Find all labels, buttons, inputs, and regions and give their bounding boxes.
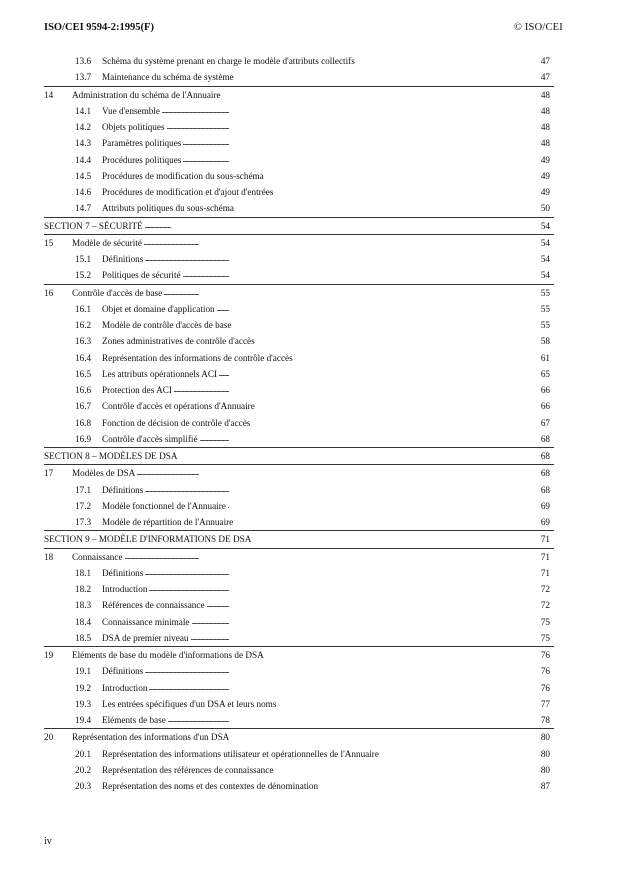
toc-entry[interactable] [44, 267, 554, 284]
toc-entry[interactable] [44, 647, 554, 663]
toc-entry-title: Fonction de décision de contrôle d'accès [102, 417, 251, 428]
toc-entry[interactable] [44, 235, 554, 251]
toc-entry-page: 72 [540, 584, 550, 594]
toc-entry[interactable] [44, 119, 554, 135]
toc-entry[interactable] [44, 482, 554, 498]
toc-entry-title: Définitions [102, 567, 144, 578]
toc-entry-page: 77 [540, 698, 550, 709]
toc-entry-number: 15.1 [75, 254, 92, 264]
toc-entry[interactable] [44, 729, 554, 745]
toc-entry-title: Eléments de base du modèle d'informations de DSA [72, 650, 264, 660]
toc-entry-title: Représentation des références de connaissance [102, 764, 274, 775]
toc-entry-number: 16.8 [75, 417, 92, 428]
toc-entry-page: 61 [540, 352, 550, 363]
toc-entry[interactable] [44, 762, 554, 778]
toc-entry[interactable] [44, 317, 554, 333]
toc-entry-number: 14.5 [75, 170, 92, 181]
toc-entry-title: Représentation des informations de contrôle d'accès [102, 352, 293, 363]
toc-entry[interactable] [44, 382, 554, 398]
toc-entry-title: Définitions [102, 484, 144, 495]
toc-entry[interactable] [44, 152, 554, 168]
toc-entry-number: 16.2 [75, 320, 92, 330]
toc-entry-title: Introduction [102, 584, 148, 594]
toc-entry-number: 18.2 [75, 584, 92, 594]
toc-entry-page: 76 [540, 666, 550, 677]
toc-entry-number: 14.7 [75, 203, 92, 214]
toc-entry-number: 16.9 [75, 433, 92, 444]
toc-entry[interactable] [44, 200, 554, 217]
toc-entry-number: 15 [44, 237, 54, 248]
toc-entry[interactable] [44, 301, 554, 317]
toc-entry-number: 19.4 [75, 715, 92, 725]
toc-entry-title: Vue d'ensemble [102, 105, 160, 116]
toc-entry[interactable] [44, 366, 554, 382]
toc-entry-number: 13.7 [75, 72, 92, 83]
toc-entry-page: 54 [540, 254, 550, 264]
toc-entry[interactable] [44, 663, 554, 679]
document-id: ISO/CEI 9594-2:1995(F) [44, 22, 154, 33]
toc-entry-page: 48 [540, 89, 550, 100]
toc-entry-title: Protection des ACI [102, 385, 172, 395]
toc-entry-page: 75 [540, 632, 550, 643]
toc-entry-title: Contrôle d'accès de base [72, 287, 163, 298]
toc-entry-title: Définitions [102, 666, 144, 677]
toc-entry-title: Maintenance du schéma de système [102, 72, 234, 83]
toc-entry-number: 18.4 [75, 616, 92, 627]
toc-section-heading[interactable] [44, 531, 554, 548]
toc-entry-page: 68 [540, 468, 550, 479]
toc-entry-page: 87 [540, 781, 550, 791]
toc-entry-page: 54 [540, 220, 550, 231]
toc-entry-page: 68 [540, 451, 550, 461]
toc-entry[interactable] [44, 285, 554, 301]
toc-entry-number: 20.3 [75, 781, 92, 791]
toc-entry-page: 50 [540, 203, 550, 214]
toc-entry-title: Schéma du système prenant en charge le modèle d'attributs collectifs [102, 56, 355, 66]
toc-entry-title: SECTION 8 – MODÈLES DE DSA [44, 451, 178, 461]
toc-entry-title: Contrôle d'accès et opérations d'Annuaire [102, 401, 255, 412]
toc-entry-page: 71 [540, 567, 550, 578]
toc-entry-page: 66 [540, 401, 550, 412]
toc-entry-number: 17.3 [75, 517, 92, 527]
toc-entry-page: 80 [540, 732, 550, 743]
toc-entry-number: 17.1 [75, 484, 92, 495]
toc-entry-number: 14.2 [75, 122, 92, 132]
toc-entry[interactable] [44, 597, 554, 613]
toc-entry-number: 14.1 [75, 105, 92, 116]
toc-entry-page: 76 [540, 650, 550, 660]
toc-entry-title: Modèle fonctionnel de l'Annuaire [102, 500, 226, 511]
toc-entry-title: Définitions [102, 254, 144, 264]
toc-entry-page: 76 [540, 682, 550, 693]
toc-entry-title: Modèle de répartition de l'Annuaire [102, 517, 234, 527]
toc-entry-page: 55 [540, 303, 550, 314]
toc-entry-title: Administration du schéma de l'Annuaire [72, 89, 221, 100]
toc-entry-page: 80 [540, 764, 550, 775]
toc-section-heading[interactable] [44, 218, 554, 235]
toc-entry-number: 18 [44, 551, 54, 562]
toc-entry[interactable] [44, 549, 554, 565]
toc-entry-number: 16.7 [75, 401, 92, 412]
toc-entry[interactable] [44, 614, 554, 630]
toc-entry-number: 14 [44, 89, 54, 100]
toc-entry-title: Objets politiques [102, 122, 165, 132]
toc-entry-number: 16.6 [75, 385, 92, 395]
toc-entry[interactable] [44, 680, 554, 696]
toc-entry-page: 49 [540, 170, 550, 181]
toc-entry-title: Représentation des informations d'un DSA [72, 732, 230, 743]
toc-entry[interactable] [44, 53, 554, 69]
toc-entry-title: DSA de premier niveau [102, 632, 189, 643]
toc-entry-page: 68 [540, 433, 550, 444]
toc-entry[interactable] [44, 498, 554, 514]
toc-entry-page: 55 [540, 287, 550, 298]
toc-entry-title: Contrôle d'accès simplifié [102, 433, 198, 444]
toc-entry-number: 18.1 [75, 567, 92, 578]
toc-entry-page: 80 [540, 748, 550, 759]
toc-entry-number: 14.3 [75, 138, 92, 149]
table-of-contents [44, 53, 554, 794]
toc-entry-page: 66 [540, 385, 550, 395]
toc-entry[interactable] [44, 184, 554, 200]
toc-entry-number: 18.3 [75, 600, 92, 611]
toc-entry-title: Connaissance [72, 551, 123, 562]
toc-entry-number: 18.5 [75, 632, 92, 643]
toc-entry[interactable] [44, 333, 554, 349]
toc-entry-page: 69 [540, 517, 550, 527]
toc-entry[interactable] [44, 251, 554, 267]
toc-entry-number: 14.6 [75, 187, 92, 197]
toc-entry[interactable] [44, 746, 554, 762]
toc-entry-page: 78 [540, 715, 550, 725]
toc-entry[interactable] [44, 87, 554, 103]
toc-entry-number: 16.1 [75, 303, 92, 314]
toc-entry-number: 13.6 [75, 56, 92, 66]
toc-entry[interactable] [44, 514, 554, 531]
toc-entry-page: 69 [540, 500, 550, 511]
toc-entry-number: 20 [44, 732, 54, 743]
toc-entry-number: 16.4 [75, 352, 92, 363]
toc-entry-title: Paramètres politiques [102, 138, 182, 149]
toc-entry-title: Représentation des informations utilisateur et opérationnelles de l'Annuaire [102, 748, 379, 759]
toc-entry-title: Attributs politiques du sous-schéma [102, 203, 234, 214]
toc-entry-page: 75 [540, 616, 550, 627]
toc-entry-number: 17 [44, 468, 54, 479]
toc-entry-page: 67 [540, 417, 550, 428]
toc-entry-title: Les attributs opérationnels ACI [102, 368, 218, 379]
copyright-mark: © ISO/CEI [513, 22, 563, 33]
toc-entry-number: 15.2 [75, 270, 92, 281]
toc-entry-page: 49 [540, 154, 550, 165]
toc-entry-number: 19.1 [75, 666, 92, 677]
toc-entry-title: SECTION 9 – MODÈLE D'INFORMATIONS DE DSA [44, 534, 252, 545]
toc-entry-page: 48 [540, 105, 550, 116]
toc-entry-page: 71 [540, 534, 550, 545]
toc-entry[interactable] [44, 696, 554, 712]
toc-entry-title: Modèle de contrôle d'accès de base [102, 320, 232, 330]
toc-entry[interactable] [44, 565, 554, 581]
toc-entry-number: 20.1 [75, 748, 92, 759]
toc-entry-title: Politiques de sécurité [102, 270, 181, 281]
toc-entry-title: Zones administratives de contrôle d'accès [102, 336, 255, 347]
toc-entry-title: Procédures politiques [102, 154, 182, 165]
toc-entry-title: Procédures de modification du sous-schéma [102, 170, 264, 181]
toc-entry-page: 48 [540, 122, 550, 132]
toc-entry-title: Procédures de modification et d'ajout d'entrées [102, 187, 274, 197]
toc-entry-title: Les entrées spécifiques d'un DSA et leurs noms [102, 698, 277, 709]
toc-entry[interactable] [44, 630, 554, 647]
toc-entry[interactable] [44, 431, 554, 448]
toc-entry-number: 16.5 [75, 368, 92, 379]
toc-entry-title: Modèles de DSA [72, 468, 136, 479]
toc-entry[interactable] [44, 168, 554, 184]
toc-entry-page: 48 [540, 138, 550, 149]
toc-entry-page: 47 [540, 72, 550, 83]
toc-entry-title: Références de connaissance [102, 600, 205, 611]
toc-entry[interactable] [44, 712, 554, 729]
toc-entry[interactable] [44, 398, 554, 414]
toc-entry[interactable] [44, 135, 554, 151]
toc-entry-number: 20.2 [75, 764, 92, 775]
toc-entry[interactable] [44, 465, 554, 481]
toc-entry-title: SECTION 7 – SÉCURITÉ [44, 220, 143, 231]
toc-entry-number: 19.3 [75, 698, 92, 709]
toc-entry-page: 54 [540, 270, 550, 281]
toc-entry-page: 68 [540, 484, 550, 495]
toc-entry-page: 54 [540, 237, 550, 248]
toc-entry-page: 72 [540, 600, 550, 611]
page-number-footer: iv [44, 836, 52, 847]
toc-entry-title: Introduction [102, 682, 148, 693]
toc-entry-number: 16.3 [75, 336, 92, 347]
toc-entry-number: 19 [44, 650, 54, 660]
toc-entry-title: Eléments de base [102, 715, 166, 725]
toc-entry-title: Objet et domaine d'application [102, 303, 215, 314]
toc-entry-number: 16 [44, 287, 54, 298]
toc-entry[interactable] [44, 69, 554, 86]
toc-entry-title: Connaissance minimale [102, 616, 190, 627]
toc-entry-title: Représentation des noms et des contextes de dénomination [102, 781, 319, 791]
toc-entry-page: 58 [540, 336, 550, 347]
toc-entry-number: 14.4 [75, 154, 92, 165]
toc-entry[interactable] [44, 103, 554, 119]
toc-entry[interactable] [44, 350, 554, 366]
toc-entry[interactable] [44, 778, 554, 794]
toc-entry[interactable] [44, 415, 554, 431]
toc-entry-number: 17.2 [75, 500, 92, 511]
toc-entry-page: 47 [540, 56, 550, 66]
toc-section-heading[interactable] [44, 448, 554, 465]
toc-entry-number: 19.2 [75, 682, 92, 693]
toc-entry-page: 55 [540, 320, 550, 330]
toc-entry-page: 49 [540, 187, 550, 197]
toc-entry-page: 71 [540, 551, 550, 562]
toc-entry-title: Modèle de sécurité [72, 237, 142, 248]
toc-entry[interactable] [44, 581, 554, 597]
toc-entry-page: 65 [540, 368, 550, 379]
